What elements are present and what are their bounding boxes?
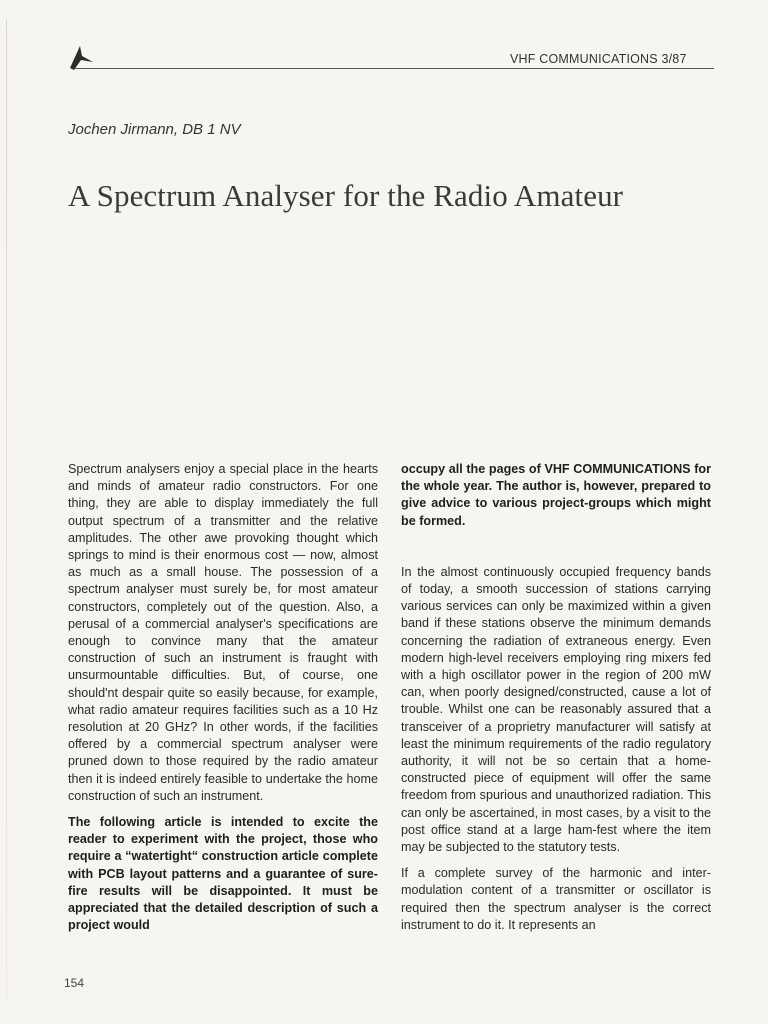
right-column xyxy=(401,461,711,934)
left-column xyxy=(68,461,378,934)
bold-continuation-paragraph: occupy all the pages of VHF COMMUNICATIONS for the whole year. The author is, however, prepared to give advice to various project-groups which might be formed. xyxy=(401,462,711,528)
header-rule xyxy=(74,68,714,69)
running-header: VHF COMMUNICATIONS 3/87 xyxy=(510,52,687,66)
intro-paragraph: Spectrum analysers enjoy a special place in the hearts and minds of amateur radio constructors. For one thing, they are able to display immediately the full output spectrum of a transmitter and the relative amplitudes. The other awe provoking thought which springs to mind is their enormous cost — now, almost as much as a small house. The possession of a spectrum analyser must surely be, for most amateur constructors, completely out of the question. Also, a perusal of a commercial analyser's specifications are enough to convince many that the amateur construction of such an instrument is fraught with unsurmountable difficulties. But, of course, one should'nt despair quite so easily because, for example, what radio amateur requires facilities such as a 10 Hz resolution at 20 GHz? In other words, if the facilities offered by a commercial spectrum analyser were pruned down to those required by the radio amateur then it is indeed entirely feasible to undertake the home construction of such an instrument. xyxy=(68,462,378,803)
page-number: 154 xyxy=(64,976,85,990)
article-title: A Spectrum Analyser for the Radio Amateur xyxy=(68,178,624,213)
bold-intro-paragraph: The following article is intended to excite the reader to experiment with the project, those who require a “watertight“ construction article complete with PCB layout patterns and a guarantee of sure-fire results will be disappointed. It must be appreciated that the detailed description of such a project would xyxy=(68,815,378,933)
body-paragraph: If a complete survey of the harmonic and intermodulation content of a transmitter or oscillator is required then the spectrum analyser is the correct instrument to do it. It represents an xyxy=(401,866,711,932)
article-author: Jochen Jirmann, DB 1 NV xyxy=(68,121,241,138)
body-paragraph: In the almost continuously occupied frequency bands of today, a smooth succession of stations carrying various services can only be maximized within a given band if these stations observe the minimum demands concerning the radiation of extraneous energy. Even modern high-level receivers employing ring mixers fed with a high oscillator power in the region of 200 mW can, when poorly designed/constructed, cause a lot of trouble. Whilst one can be reasonably assured that a transceiver of a proprietry manufacturer will satisfy at least the minimum requirements of the radio regulatory authority, it will not be so certain that a home-constructed piece of equipment will offer the same freedom from spurious and unauthorized radiation. This can only be ascertained, in most cases, by a visit to the post office stand at a large ham-fest where the item may be subjected to the statutory tests. xyxy=(401,564,711,855)
page-edge-shadow xyxy=(6,20,7,1000)
